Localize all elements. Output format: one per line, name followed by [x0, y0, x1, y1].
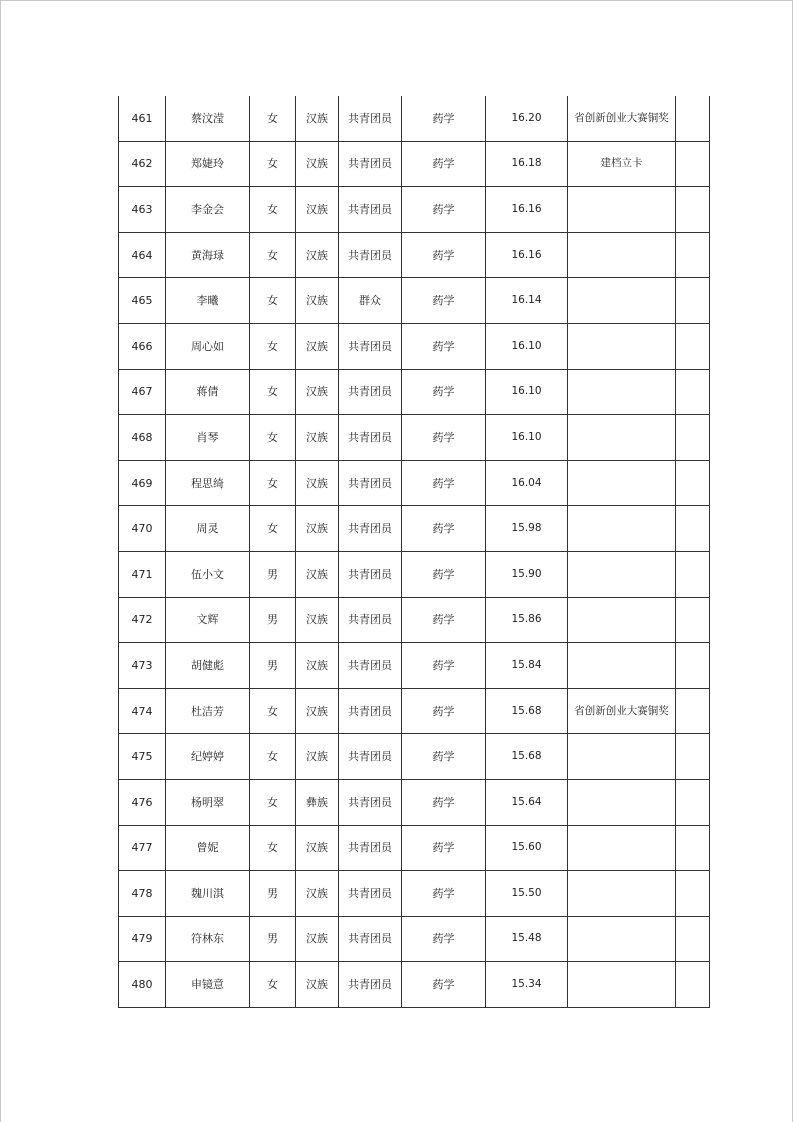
ethnicity-cell: 彝族	[296, 779, 339, 825]
politics-cell: 共青团员	[339, 779, 402, 825]
name-cell: 李金会	[166, 187, 250, 233]
name-cell: 杨明翠	[166, 779, 250, 825]
score-cell: 16.10	[486, 369, 568, 415]
politics-cell: 共青团员	[339, 415, 402, 461]
gender-cell: 女	[250, 96, 296, 141]
extra-cell	[676, 232, 710, 278]
gender-cell: 男	[250, 643, 296, 689]
rank-cell: 466	[119, 323, 166, 369]
score-cell: 15.84	[486, 643, 568, 689]
rank-cell: 470	[119, 506, 166, 552]
ethnicity-cell: 汉族	[296, 187, 339, 233]
ethnicity-cell: 汉族	[296, 141, 339, 187]
note-cell	[568, 825, 676, 871]
extra-cell	[676, 779, 710, 825]
gender-cell: 女	[250, 688, 296, 734]
politics-cell: 共青团员	[339, 323, 402, 369]
table-row	[119, 962, 710, 1008]
name-cell: 魏川淇	[166, 871, 250, 917]
extra-cell	[676, 369, 710, 415]
gender-cell: 女	[250, 825, 296, 871]
page-edge-top	[0, 0, 793, 1]
table-row	[119, 779, 710, 825]
ethnicity-cell: 汉族	[296, 734, 339, 780]
rank-cell: 468	[119, 415, 166, 461]
ethnicity-cell: 汉族	[296, 871, 339, 917]
gender-cell: 男	[250, 551, 296, 597]
table-row	[119, 187, 710, 233]
extra-cell	[676, 688, 710, 734]
major-cell: 药学	[402, 551, 486, 597]
table-row	[119, 506, 710, 552]
score-cell: 16.14	[486, 278, 568, 324]
extra-cell	[676, 141, 710, 187]
gender-cell: 女	[250, 734, 296, 780]
politics-cell: 共青团员	[339, 369, 402, 415]
politics-cell: 共青团员	[339, 825, 402, 871]
note-cell	[568, 597, 676, 643]
table-row	[119, 597, 710, 643]
politics-cell: 共青团员	[339, 871, 402, 917]
note-cell	[568, 232, 676, 278]
score-cell: 15.86	[486, 597, 568, 643]
politics-cell: 群众	[339, 278, 402, 324]
major-cell: 药学	[402, 232, 486, 278]
score-cell: 16.16	[486, 187, 568, 233]
table-row	[119, 551, 710, 597]
ethnicity-cell: 汉族	[296, 643, 339, 689]
politics-cell: 共青团员	[339, 141, 402, 187]
note-cell	[568, 779, 676, 825]
score-cell: 15.34	[486, 962, 568, 1008]
major-cell: 药学	[402, 323, 486, 369]
politics-cell: 共青团员	[339, 916, 402, 962]
politics-cell: 共青团员	[339, 734, 402, 780]
major-cell: 药学	[402, 688, 486, 734]
note-cell	[568, 871, 676, 917]
table-row	[119, 369, 710, 415]
note-cell	[568, 734, 676, 780]
gender-cell: 女	[250, 323, 296, 369]
score-cell: 15.64	[486, 779, 568, 825]
table-row	[119, 688, 710, 734]
rank-cell: 463	[119, 187, 166, 233]
score-cell: 15.60	[486, 825, 568, 871]
gender-cell: 女	[250, 278, 296, 324]
major-cell: 药学	[402, 734, 486, 780]
extra-cell	[676, 643, 710, 689]
note-cell	[568, 369, 676, 415]
name-cell: 胡健彪	[166, 643, 250, 689]
gender-cell: 女	[250, 962, 296, 1008]
note-cell	[568, 643, 676, 689]
score-cell: 15.98	[486, 506, 568, 552]
name-cell: 杜洁芳	[166, 688, 250, 734]
name-cell: 黄海琭	[166, 232, 250, 278]
extra-cell	[676, 597, 710, 643]
table-row	[119, 278, 710, 324]
politics-cell: 共青团员	[339, 688, 402, 734]
major-cell: 药学	[402, 825, 486, 871]
major-cell: 药学	[402, 962, 486, 1008]
note-cell: 建档立卡	[568, 141, 676, 187]
roster-body	[119, 96, 710, 1007]
major-cell: 药学	[402, 779, 486, 825]
score-cell: 15.50	[486, 871, 568, 917]
major-cell: 药学	[402, 460, 486, 506]
name-cell: 肖琴	[166, 415, 250, 461]
gender-cell: 女	[250, 779, 296, 825]
politics-cell: 共青团员	[339, 551, 402, 597]
score-cell: 15.68	[486, 688, 568, 734]
note-cell	[568, 962, 676, 1008]
ethnicity-cell: 汉族	[296, 825, 339, 871]
ethnicity-cell: 汉族	[296, 460, 339, 506]
table-row	[119, 96, 710, 141]
table-row	[119, 141, 710, 187]
name-cell: 蒋倩	[166, 369, 250, 415]
table-row	[119, 734, 710, 780]
score-cell: 15.68	[486, 734, 568, 780]
gender-cell: 女	[250, 415, 296, 461]
name-cell: 文辉	[166, 597, 250, 643]
name-cell: 符林东	[166, 916, 250, 962]
extra-cell	[676, 962, 710, 1008]
score-cell: 16.10	[486, 323, 568, 369]
rank-cell: 465	[119, 278, 166, 324]
rank-cell: 469	[119, 460, 166, 506]
note-cell	[568, 415, 676, 461]
note-cell	[568, 278, 676, 324]
rank-cell: 471	[119, 551, 166, 597]
page-edge-left	[0, 0, 1, 1122]
gender-cell: 女	[250, 506, 296, 552]
gender-cell: 男	[250, 916, 296, 962]
name-cell: 李曦	[166, 278, 250, 324]
table-row	[119, 643, 710, 689]
score-cell: 15.48	[486, 916, 568, 962]
major-cell: 药学	[402, 187, 486, 233]
ethnicity-cell: 汉族	[296, 962, 339, 1008]
name-cell: 曾妮	[166, 825, 250, 871]
major-cell: 药学	[402, 141, 486, 187]
rank-cell: 473	[119, 643, 166, 689]
table-row	[119, 871, 710, 917]
score-cell: 16.18	[486, 141, 568, 187]
major-cell: 药学	[402, 506, 486, 552]
rank-cell: 478	[119, 871, 166, 917]
major-cell: 药学	[402, 916, 486, 962]
rank-cell: 461	[119, 96, 166, 141]
name-cell: 蔡汶滢	[166, 96, 250, 141]
extra-cell	[676, 734, 710, 780]
extra-cell	[676, 916, 710, 962]
ethnicity-cell: 汉族	[296, 323, 339, 369]
major-cell: 药学	[402, 871, 486, 917]
ethnicity-cell: 汉族	[296, 369, 339, 415]
extra-cell	[676, 96, 710, 141]
name-cell: 郑婕玲	[166, 141, 250, 187]
rank-cell: 480	[119, 962, 166, 1008]
rank-cell: 464	[119, 232, 166, 278]
score-cell: 16.20	[486, 96, 568, 141]
table-row	[119, 323, 710, 369]
gender-cell: 女	[250, 187, 296, 233]
politics-cell: 共青团员	[339, 232, 402, 278]
table-row	[119, 460, 710, 506]
gender-cell: 女	[250, 369, 296, 415]
extra-cell	[676, 415, 710, 461]
extra-cell	[676, 187, 710, 233]
major-cell: 药学	[402, 369, 486, 415]
ethnicity-cell: 汉族	[296, 232, 339, 278]
note-cell	[568, 187, 676, 233]
ethnicity-cell: 汉族	[296, 688, 339, 734]
ethnicity-cell: 汉族	[296, 506, 339, 552]
ethnicity-cell: 汉族	[296, 415, 339, 461]
table-row	[119, 825, 710, 871]
politics-cell: 共青团员	[339, 96, 402, 141]
note-cell	[568, 916, 676, 962]
politics-cell: 共青团员	[339, 962, 402, 1008]
ethnicity-cell: 汉族	[296, 96, 339, 141]
name-cell: 周灵	[166, 506, 250, 552]
rank-cell: 474	[119, 688, 166, 734]
ethnicity-cell: 汉族	[296, 597, 339, 643]
score-cell: 15.90	[486, 551, 568, 597]
politics-cell: 共青团员	[339, 643, 402, 689]
extra-cell	[676, 323, 710, 369]
rank-cell: 467	[119, 369, 166, 415]
extra-cell	[676, 506, 710, 552]
extra-cell	[676, 871, 710, 917]
score-cell: 16.04	[486, 460, 568, 506]
score-cell: 16.16	[486, 232, 568, 278]
note-cell: 省创新创业大赛铜奖	[568, 96, 676, 141]
note-cell: 省创新创业大赛铜奖	[568, 688, 676, 734]
ethnicity-cell: 汉族	[296, 551, 339, 597]
rank-cell: 462	[119, 141, 166, 187]
gender-cell: 女	[250, 460, 296, 506]
extra-cell	[676, 551, 710, 597]
major-cell: 药学	[402, 278, 486, 324]
major-cell: 药学	[402, 96, 486, 141]
major-cell: 药学	[402, 643, 486, 689]
extra-cell	[676, 825, 710, 871]
rank-cell: 475	[119, 734, 166, 780]
table-row	[119, 232, 710, 278]
politics-cell: 共青团员	[339, 460, 402, 506]
name-cell: 伍小文	[166, 551, 250, 597]
name-cell: 申镜意	[166, 962, 250, 1008]
major-cell: 药学	[402, 597, 486, 643]
rank-cell: 477	[119, 825, 166, 871]
major-cell: 药学	[402, 415, 486, 461]
note-cell	[568, 551, 676, 597]
politics-cell: 共青团员	[339, 187, 402, 233]
gender-cell: 女	[250, 232, 296, 278]
rank-cell: 476	[119, 779, 166, 825]
note-cell	[568, 323, 676, 369]
name-cell: 周心如	[166, 323, 250, 369]
student-roster-table	[118, 96, 710, 1008]
score-cell: 16.10	[486, 415, 568, 461]
note-cell	[568, 506, 676, 552]
table-row	[119, 415, 710, 461]
gender-cell: 女	[250, 141, 296, 187]
note-cell	[568, 460, 676, 506]
name-cell: 程思绮	[166, 460, 250, 506]
politics-cell: 共青团员	[339, 597, 402, 643]
extra-cell	[676, 460, 710, 506]
name-cell: 纪婷婷	[166, 734, 250, 780]
extra-cell	[676, 278, 710, 324]
politics-cell: 共青团员	[339, 506, 402, 552]
table-row	[119, 916, 710, 962]
rank-cell: 479	[119, 916, 166, 962]
ethnicity-cell: 汉族	[296, 278, 339, 324]
rank-cell: 472	[119, 597, 166, 643]
ethnicity-cell: 汉族	[296, 916, 339, 962]
gender-cell: 男	[250, 597, 296, 643]
gender-cell: 男	[250, 871, 296, 917]
